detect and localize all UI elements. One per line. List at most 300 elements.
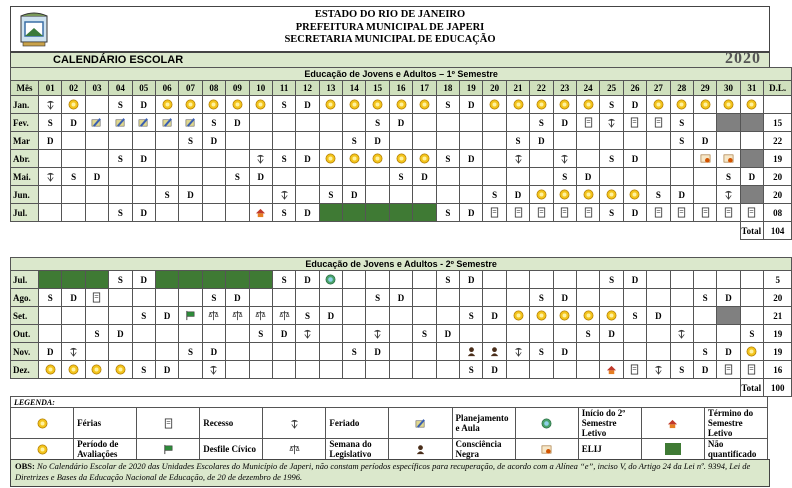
day-cell bbox=[85, 114, 108, 132]
day-cell bbox=[670, 96, 693, 114]
day-cell bbox=[717, 204, 740, 222]
day-cell bbox=[109, 114, 132, 132]
column-header: 18 bbox=[436, 81, 459, 96]
day-cell: D bbox=[413, 168, 436, 186]
day-cell: D bbox=[647, 307, 670, 325]
day-cell bbox=[693, 307, 716, 325]
day-cell bbox=[460, 325, 483, 343]
total-label: Total bbox=[740, 379, 763, 397]
day-cell bbox=[623, 168, 646, 186]
day-cell bbox=[249, 289, 272, 307]
day-cell bbox=[155, 271, 178, 289]
day-cell bbox=[670, 168, 693, 186]
day-cell bbox=[389, 132, 412, 150]
column-header: 24 bbox=[576, 81, 599, 96]
day-cell: D bbox=[623, 204, 646, 222]
day-cell bbox=[249, 271, 272, 289]
day-cell bbox=[202, 96, 225, 114]
day-cell bbox=[670, 271, 693, 289]
day-cell bbox=[132, 132, 155, 150]
month-row bbox=[11, 96, 792, 114]
day-cell bbox=[576, 343, 599, 361]
day-cell bbox=[62, 186, 85, 204]
day-cell: S bbox=[343, 343, 366, 361]
day-cell bbox=[506, 325, 529, 343]
dias-letivos: 20 bbox=[764, 168, 792, 186]
day-cell: S bbox=[530, 343, 553, 361]
obs-text: No Calendário Escolar de 2020 das Unidades Escolares do Município de Japeri, não constam períodos específicos para recuperação, de acordo com a Alínea “e”, inciso V, do Artigo 24 da Lei nº. 9394, Lei de Diretrizes e Bases da Educação Nacional de Educação, de 20 de dezembro de 1996. bbox=[15, 461, 751, 482]
day-cell bbox=[553, 96, 576, 114]
day-cell bbox=[530, 186, 553, 204]
day-cell bbox=[483, 204, 506, 222]
legend-label: Recesso bbox=[200, 408, 263, 439]
day-cell: D bbox=[436, 325, 459, 343]
day-cell: S bbox=[296, 307, 319, 325]
day-cell: S bbox=[85, 325, 108, 343]
day-cell bbox=[460, 289, 483, 307]
day-cell bbox=[249, 343, 272, 361]
day-cell bbox=[436, 132, 459, 150]
day-cell bbox=[647, 204, 670, 222]
day-cell bbox=[179, 150, 202, 168]
day-cell bbox=[132, 114, 155, 132]
day-cell bbox=[553, 271, 576, 289]
day-cell: D bbox=[460, 204, 483, 222]
day-cell bbox=[226, 204, 249, 222]
month-row bbox=[11, 114, 792, 132]
day-cell bbox=[717, 150, 740, 168]
day-cell: D bbox=[109, 325, 132, 343]
month-label: Nov. bbox=[11, 343, 39, 361]
day-cell bbox=[553, 132, 576, 150]
day-cell: D bbox=[132, 271, 155, 289]
day-cell bbox=[506, 307, 529, 325]
day-cell: S bbox=[460, 361, 483, 379]
day-cell bbox=[343, 361, 366, 379]
column-header: 05 bbox=[132, 81, 155, 96]
day-cell bbox=[39, 168, 62, 186]
day-cell bbox=[389, 204, 412, 222]
day-cell bbox=[366, 150, 389, 168]
day-cell bbox=[343, 96, 366, 114]
dias-letivos: 19 bbox=[764, 325, 792, 343]
day-cell: S bbox=[717, 168, 740, 186]
dias-letivos: 19 bbox=[764, 343, 792, 361]
legend-label: Consciência Negra bbox=[452, 439, 515, 460]
column-header: 08 bbox=[202, 81, 225, 96]
day-cell bbox=[132, 325, 155, 343]
day-cell bbox=[85, 289, 108, 307]
day-cell bbox=[272, 289, 295, 307]
column-header: D.L. bbox=[764, 81, 792, 96]
day-cell bbox=[693, 186, 716, 204]
column-header: 11 bbox=[272, 81, 295, 96]
day-cell bbox=[226, 307, 249, 325]
day-cell bbox=[343, 307, 366, 325]
legend-label: Desfile Cívico bbox=[200, 439, 263, 460]
day-cell bbox=[132, 289, 155, 307]
inicio-semestre-icon bbox=[515, 408, 578, 439]
day-cell bbox=[319, 168, 342, 186]
day-cell: S bbox=[343, 132, 366, 150]
day-cell bbox=[436, 343, 459, 361]
day-cell bbox=[62, 204, 85, 222]
day-cell bbox=[39, 204, 62, 222]
legend-label: Início do 2º Semestre Letivo bbox=[578, 408, 641, 439]
day-cell: S bbox=[366, 114, 389, 132]
column-header: 22 bbox=[530, 81, 553, 96]
day-cell: S bbox=[62, 168, 85, 186]
day-cell bbox=[343, 150, 366, 168]
legend-label: Planejamento e Aula bbox=[452, 408, 515, 439]
day-cell bbox=[647, 114, 670, 132]
document-header bbox=[10, 6, 770, 52]
day-cell bbox=[366, 96, 389, 114]
day-cell: D bbox=[343, 186, 366, 204]
day-cell bbox=[647, 168, 670, 186]
day-cell bbox=[483, 132, 506, 150]
day-cell bbox=[647, 271, 670, 289]
day-cell bbox=[506, 343, 529, 361]
day-cell bbox=[366, 307, 389, 325]
day-cell bbox=[506, 204, 529, 222]
day-cell bbox=[39, 96, 62, 114]
day-cell: D bbox=[85, 168, 108, 186]
day-cell bbox=[366, 325, 389, 343]
day-cell bbox=[109, 186, 132, 204]
day-cell bbox=[202, 307, 225, 325]
month-label: Dez. bbox=[11, 361, 39, 379]
day-cell bbox=[226, 325, 249, 343]
day-cell bbox=[693, 271, 716, 289]
day-cell: D bbox=[249, 168, 272, 186]
day-cell bbox=[155, 325, 178, 343]
day-cell: S bbox=[647, 186, 670, 204]
day-cell bbox=[460, 343, 483, 361]
day-cell: D bbox=[553, 114, 576, 132]
day-cell bbox=[600, 114, 623, 132]
day-cell bbox=[155, 343, 178, 361]
day-cell: D bbox=[132, 96, 155, 114]
semester-title: Educação de Jovens e Adultos - 2º Semestre bbox=[11, 258, 792, 271]
day-cell bbox=[226, 96, 249, 114]
day-cell bbox=[717, 96, 740, 114]
day-cell bbox=[506, 361, 529, 379]
month-label: Mai. bbox=[11, 168, 39, 186]
day-cell bbox=[717, 307, 740, 325]
month-row bbox=[11, 132, 792, 150]
day-cell: D bbox=[460, 271, 483, 289]
day-cell bbox=[600, 361, 623, 379]
day-cell: D bbox=[389, 289, 412, 307]
day-cell: D bbox=[600, 325, 623, 343]
day-cell bbox=[600, 307, 623, 325]
day-cell: S bbox=[506, 132, 529, 150]
day-cell bbox=[623, 289, 646, 307]
day-cell bbox=[389, 96, 412, 114]
day-cell bbox=[39, 271, 62, 289]
day-cell bbox=[85, 132, 108, 150]
day-cell bbox=[179, 325, 202, 343]
day-cell bbox=[506, 289, 529, 307]
day-cell bbox=[109, 132, 132, 150]
legend-label: Término do Semestre Letivo bbox=[704, 408, 767, 439]
day-cell bbox=[319, 132, 342, 150]
column-header: 09 bbox=[226, 81, 249, 96]
day-cell: S bbox=[623, 307, 646, 325]
day-cell bbox=[530, 361, 553, 379]
column-header: 01 bbox=[39, 81, 62, 96]
day-cell bbox=[85, 307, 108, 325]
day-cell: S bbox=[179, 132, 202, 150]
day-cell: S bbox=[600, 204, 623, 222]
day-cell bbox=[249, 361, 272, 379]
day-cell bbox=[576, 114, 599, 132]
semester1-table bbox=[10, 67, 792, 240]
day-cell bbox=[296, 361, 319, 379]
day-cell bbox=[600, 186, 623, 204]
day-cell bbox=[670, 343, 693, 361]
day-cell bbox=[226, 132, 249, 150]
column-header: 27 bbox=[647, 81, 670, 96]
day-cell bbox=[249, 204, 272, 222]
day-cell bbox=[740, 361, 763, 379]
day-cell bbox=[647, 132, 670, 150]
day-cell: S bbox=[272, 271, 295, 289]
day-cell bbox=[296, 186, 319, 204]
calendar-year: 2020 bbox=[725, 50, 761, 67]
month-row bbox=[11, 168, 792, 186]
day-cell bbox=[717, 271, 740, 289]
day-cell: D bbox=[155, 307, 178, 325]
day-cell: S bbox=[389, 168, 412, 186]
day-cell bbox=[693, 168, 716, 186]
day-cell bbox=[319, 96, 342, 114]
total-label: Total bbox=[740, 222, 763, 240]
day-cell bbox=[272, 132, 295, 150]
day-cell bbox=[389, 150, 412, 168]
day-cell: S bbox=[600, 150, 623, 168]
day-cell bbox=[272, 168, 295, 186]
day-cell bbox=[319, 271, 342, 289]
day-cell: S bbox=[109, 96, 132, 114]
day-cell bbox=[272, 307, 295, 325]
day-cell bbox=[155, 96, 178, 114]
day-cell: S bbox=[109, 150, 132, 168]
day-cell bbox=[460, 114, 483, 132]
day-cell bbox=[132, 343, 155, 361]
day-cell bbox=[319, 150, 342, 168]
month-row bbox=[11, 271, 792, 289]
day-cell bbox=[740, 150, 763, 168]
day-cell bbox=[483, 150, 506, 168]
column-header: 23 bbox=[553, 81, 576, 96]
day-cell: S bbox=[39, 289, 62, 307]
day-cell bbox=[483, 325, 506, 343]
day-cell bbox=[249, 114, 272, 132]
day-cell bbox=[202, 271, 225, 289]
day-cell bbox=[506, 114, 529, 132]
day-cell bbox=[717, 132, 740, 150]
day-cell: D bbox=[693, 361, 716, 379]
column-header: 20 bbox=[483, 81, 506, 96]
consciencia-negra-icon bbox=[389, 439, 452, 460]
legend-title: LEGENDA: bbox=[11, 397, 768, 408]
column-header: 26 bbox=[623, 81, 646, 96]
day-cell bbox=[343, 289, 366, 307]
day-cell bbox=[249, 132, 272, 150]
month-row bbox=[11, 325, 792, 343]
calendar-title-bar bbox=[10, 52, 770, 68]
day-cell bbox=[436, 186, 459, 204]
day-cell: S bbox=[600, 96, 623, 114]
day-cell: S bbox=[436, 204, 459, 222]
day-cell: S bbox=[319, 186, 342, 204]
column-header: 30 bbox=[717, 81, 740, 96]
day-cell bbox=[436, 307, 459, 325]
day-cell bbox=[319, 204, 342, 222]
day-cell bbox=[296, 325, 319, 343]
day-cell bbox=[717, 361, 740, 379]
day-cell bbox=[460, 168, 483, 186]
day-cell bbox=[576, 186, 599, 204]
day-cell bbox=[600, 289, 623, 307]
day-cell bbox=[530, 307, 553, 325]
day-cell bbox=[670, 307, 693, 325]
day-cell: D bbox=[272, 325, 295, 343]
dias-letivos: 5 bbox=[764, 271, 792, 289]
day-cell bbox=[413, 361, 436, 379]
day-cell bbox=[413, 96, 436, 114]
dias-letivos: 08 bbox=[764, 204, 792, 222]
day-cell: S bbox=[109, 271, 132, 289]
day-cell bbox=[670, 289, 693, 307]
total-value: 100 bbox=[764, 379, 792, 397]
day-cell: S bbox=[530, 289, 553, 307]
day-cell bbox=[179, 168, 202, 186]
day-cell: D bbox=[740, 168, 763, 186]
day-cell bbox=[389, 271, 412, 289]
day-cell bbox=[576, 150, 599, 168]
day-cell bbox=[249, 307, 272, 325]
column-header: 28 bbox=[670, 81, 693, 96]
day-cell bbox=[693, 150, 716, 168]
day-cell bbox=[670, 204, 693, 222]
elij-icon bbox=[515, 439, 578, 460]
day-cell: S bbox=[436, 271, 459, 289]
day-cell bbox=[576, 307, 599, 325]
day-cell bbox=[600, 132, 623, 150]
day-cell bbox=[647, 325, 670, 343]
column-header: 21 bbox=[506, 81, 529, 96]
day-cell: D bbox=[506, 186, 529, 204]
dias-letivos: 16 bbox=[764, 361, 792, 379]
day-cell bbox=[553, 325, 576, 343]
day-cell bbox=[483, 168, 506, 186]
day-cell bbox=[179, 361, 202, 379]
day-cell bbox=[202, 186, 225, 204]
day-cell: D bbox=[202, 132, 225, 150]
day-cell: D bbox=[132, 204, 155, 222]
day-cell: D bbox=[670, 186, 693, 204]
day-cell bbox=[623, 132, 646, 150]
dias-letivos: 22 bbox=[764, 132, 792, 150]
day-cell bbox=[436, 361, 459, 379]
day-cell bbox=[623, 325, 646, 343]
column-header: 14 bbox=[343, 81, 366, 96]
dias-letivos: 19 bbox=[764, 150, 792, 168]
day-cell bbox=[226, 343, 249, 361]
day-cell bbox=[740, 132, 763, 150]
day-cell bbox=[436, 168, 459, 186]
day-cell bbox=[319, 361, 342, 379]
day-cell bbox=[623, 361, 646, 379]
month-label: Jul. bbox=[11, 271, 39, 289]
day-cell bbox=[389, 186, 412, 204]
month-row bbox=[11, 343, 792, 361]
day-cell bbox=[179, 204, 202, 222]
day-cell bbox=[740, 343, 763, 361]
day-cell: S bbox=[155, 186, 178, 204]
day-cell bbox=[179, 114, 202, 132]
column-header: 06 bbox=[155, 81, 178, 96]
day-cell bbox=[576, 289, 599, 307]
day-cell: D bbox=[62, 289, 85, 307]
day-cell: S bbox=[132, 361, 155, 379]
day-cell bbox=[249, 186, 272, 204]
day-cell bbox=[62, 96, 85, 114]
day-cell bbox=[530, 150, 553, 168]
day-cell: D bbox=[62, 114, 85, 132]
day-cell bbox=[530, 96, 553, 114]
day-cell bbox=[366, 204, 389, 222]
day-cell bbox=[272, 186, 295, 204]
day-cell bbox=[576, 96, 599, 114]
day-cell: D bbox=[132, 150, 155, 168]
day-cell bbox=[530, 271, 553, 289]
day-cell: S bbox=[530, 114, 553, 132]
day-cell bbox=[413, 150, 436, 168]
day-cell bbox=[226, 186, 249, 204]
header-state: ESTADO DO RIO DE JANEIRO bbox=[314, 9, 466, 20]
column-header: 13 bbox=[319, 81, 342, 96]
legend-label: Não quantificado bbox=[704, 439, 767, 460]
dias-letivos: 21 bbox=[764, 307, 792, 325]
day-cell bbox=[226, 271, 249, 289]
legend-label: Feriado bbox=[326, 408, 389, 439]
day-cell bbox=[296, 114, 319, 132]
month-row bbox=[11, 307, 792, 325]
day-cell: D bbox=[366, 132, 389, 150]
day-cell: D bbox=[483, 307, 506, 325]
column-header: Mês bbox=[11, 81, 39, 96]
column-header: 17 bbox=[413, 81, 436, 96]
day-cell: S bbox=[670, 132, 693, 150]
day-cell bbox=[155, 132, 178, 150]
day-cell bbox=[576, 204, 599, 222]
day-cell: S bbox=[576, 325, 599, 343]
column-header: 07 bbox=[179, 81, 202, 96]
day-cell bbox=[717, 186, 740, 204]
day-cell bbox=[717, 114, 740, 132]
day-cell bbox=[85, 343, 108, 361]
day-cell bbox=[319, 114, 342, 132]
day-cell bbox=[553, 307, 576, 325]
day-cell: S bbox=[693, 289, 716, 307]
month-label: Ago. bbox=[11, 289, 39, 307]
column-header: 29 bbox=[693, 81, 716, 96]
day-cell bbox=[62, 343, 85, 361]
